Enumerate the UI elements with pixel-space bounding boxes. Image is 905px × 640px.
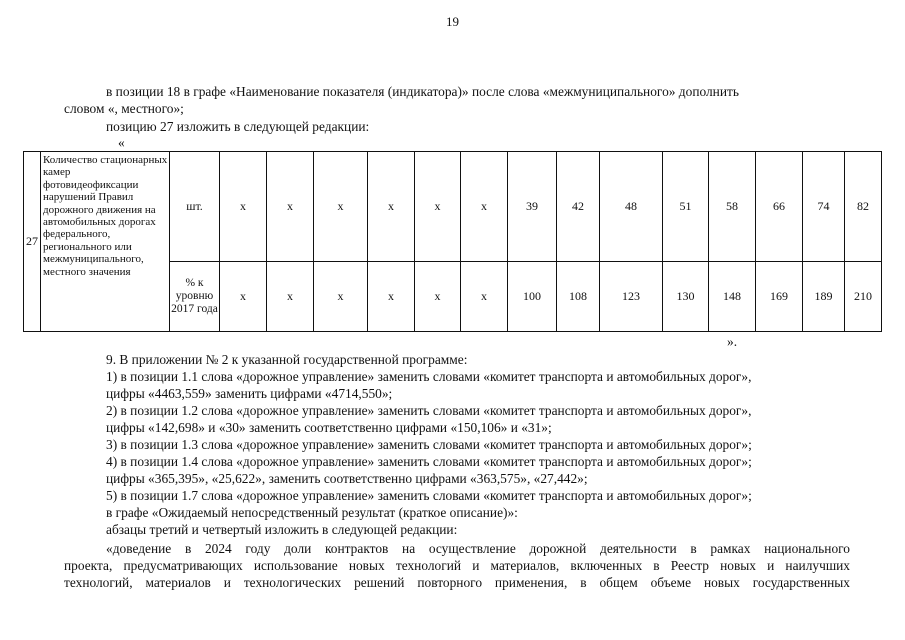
close-quote: ». (727, 334, 738, 349)
value-cell: x (314, 152, 368, 262)
indicator-name-cell: Количество стационарных камер фотовидеофиксации нарушений Правил дорожного движения на автомобильных дорогах федерального, регионального или межмуниципального, местного значения (41, 152, 170, 332)
value-cell: x (314, 262, 368, 332)
value-cell: x (220, 152, 267, 262)
table-row (24, 152, 882, 262)
section-9-line: в графе «Ожидаемый непосредственный результат (краткое описание)»: (106, 505, 518, 520)
row-number-cell: 27 (24, 152, 41, 332)
page-number: 19 (446, 14, 459, 29)
intro-line-3: позицию 27 изложить в следующей редакции: (106, 119, 370, 134)
quote-line: технологий, материалов и технологических решений повторного применения, в общем объеме новых государственных (64, 575, 850, 590)
section-9-line: цифры «142,698» и «30» заменить соответственно цифрами «150,106» и «31»; (106, 420, 552, 435)
value-cell: 42 (557, 152, 600, 262)
quote-line: проекта, предусматривающих использование новых технологий и материалов, включенных в Реестр новых и наилучших (64, 558, 850, 573)
section-9-line: 1) в позиции 1.1 слова «дорожное управление» заменить словами «комитет транспорта и автомобильных дорог», (106, 369, 752, 384)
unit-cell: % к уровню 2017 года (170, 262, 220, 332)
value-cell: 169 (756, 262, 803, 332)
value-cell: 66 (756, 152, 803, 262)
value-cell: x (220, 262, 267, 332)
intro-line-1: в позиции 18 в графе «Наименование показателя (индикатора)» после слова «межмуниципального» дополнить (106, 84, 739, 99)
section-9-line: 4) в позиции 1.4 слова «дорожное управление» заменить словами «комитет транспорта и автомобильных дорог»; (106, 454, 752, 469)
section-9-heading: 9. В приложении № 2 к указанной государственной программе: (106, 352, 468, 367)
value-cell: 148 (709, 262, 756, 332)
section-9-line: 3) в позиции 1.3 слова «дорожное управление» заменить словами «комитет транспорта и автомобильных дорог»; (106, 437, 752, 452)
value-cell: x (267, 262, 314, 332)
value-cell: 58 (709, 152, 756, 262)
value-cell: 123 (600, 262, 663, 332)
open-quote: « (118, 135, 125, 150)
value-cell: 39 (508, 152, 557, 262)
value-cell: 108 (557, 262, 600, 332)
section-9-line: цифры «365,395», «25,622», заменить соответственно цифрами «363,575», «27,442»; (106, 471, 588, 486)
value-cell: x (368, 152, 415, 262)
value-cell: 51 (663, 152, 709, 262)
section-9-line: абзацы третий и четвертый изложить в следующей редакции: (106, 522, 458, 537)
intro-line-2: словом «, местного»; (64, 101, 184, 116)
value-cell: x (461, 152, 508, 262)
value-cell: 100 (508, 262, 557, 332)
value-cell: 74 (803, 152, 845, 262)
value-cell: 189 (803, 262, 845, 332)
value-cell: 130 (663, 262, 709, 332)
value-cell: x (415, 262, 461, 332)
unit-cell: шт. (170, 152, 220, 262)
section-9-line: цифры «4463,559» заменить цифрами «4714,550»; (106, 386, 393, 401)
value-cell: x (461, 262, 508, 332)
value-cell: 48 (600, 152, 663, 262)
quote-line: «доведение в 2024 году доли контрактов на осуществление дорожной деятельности в рамках национального (106, 541, 850, 556)
value-cell: 82 (845, 152, 882, 262)
section-9-line: 2) в позиции 1.2 слова «дорожное управление» заменить словами «комитет транспорта и автомобильных дорог», (106, 403, 752, 418)
section-9-line: 5) в позиции 1.7 слова «дорожное управление» заменить словами «комитет транспорта и автомобильных дорог»; (106, 488, 752, 503)
indicator-table (23, 151, 882, 332)
value-cell: 210 (845, 262, 882, 332)
value-cell: x (368, 262, 415, 332)
value-cell: x (267, 152, 314, 262)
value-cell: x (415, 152, 461, 262)
